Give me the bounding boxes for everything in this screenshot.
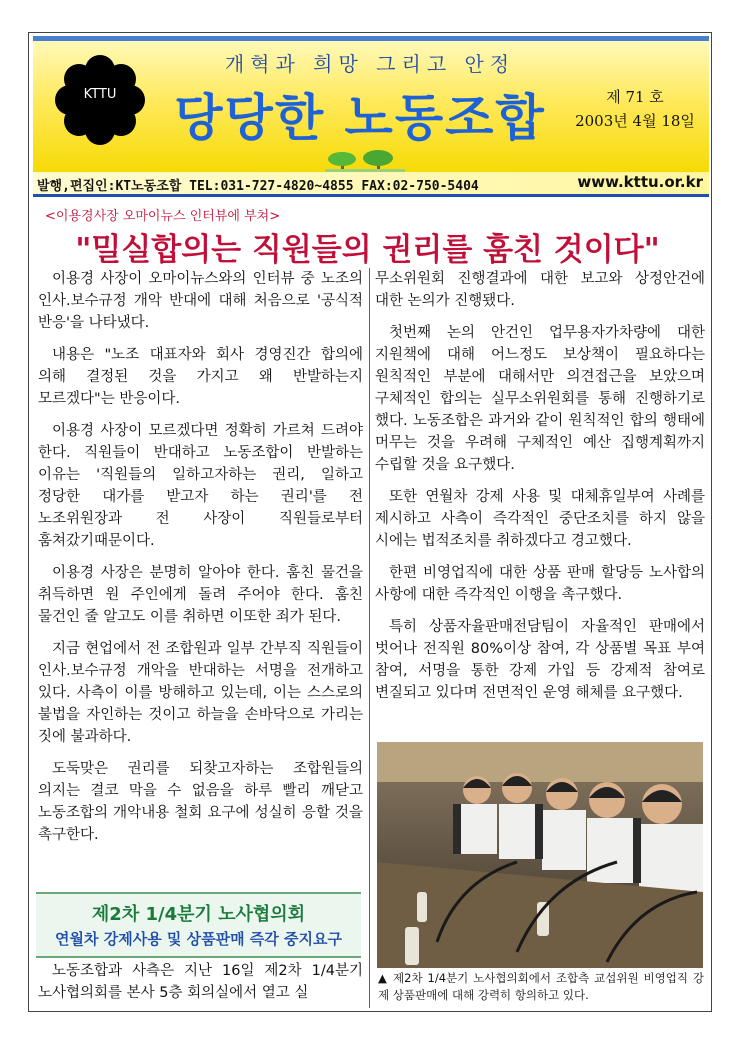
newspaper-title: 당당한 노동조합 [174,89,546,147]
paragraph: 노동조합과 사측은 지난 16일 제2차 1/4분기 노사협의회를 본사 5층 회의실에서 열고 실 [38,963,363,1001]
second-article-left-text [38,960,363,1014]
second-article-subtitle: 연월차 강제사용 및 상품판매 즉각 중지요구 [55,930,342,948]
paragraph: 특히 상품자율판매전담팀이 자율적인 판매에서 벗어나 전직원 80%이상 참여, 각 상품별 목표 부여 참여, 서명을 통한 강제 가입 등 강제적 참여로 변질되고 있다며 전면적인 운영 해체를 요구했다. [375,619,705,701]
publisher-bar [33,172,709,197]
right-column [375,268,705,714]
logo-text: KTTU [83,87,117,102]
paragraph: 이용경 사장이 모르겠다면 정확히 가르쳐 드려야 한다. 직원들이 반대하고 노동조합이 반발하는 이유는 '직원들의 일하고자하는 권리, 일하고 정당한 대가를 받고자 하는 권리'를 전 노조위원장과 전 사장이 직원들로부터 훔쳐갔기때문이다. [38,423,363,549]
second-article-header [36,892,361,958]
article-headline: "밀실합의는 직원들의 권리를 훔친 것이다" [75,232,660,268]
paragraph: 지금 현업에서 전 조합원과 일부 간부직 직원들이 인사.보수규정 개악을 반대하는 서명을 전개하고 있다. 사측이 이를 방해하고 있는데, 이는 스스로의 불법을 자인하는 것이고 하늘을 손바닥으로 가리는 짓에 불과하다. [38,641,363,745]
paragraph: 이용경 사장이 오마이뉴스와의 인터뷰 중 노조의 인사.보수규정 개악 반대에 대해 처음으로 '공식적 반응'을 나타냈다. [38,271,363,331]
slogan: 개혁과 희망 그리고 안정 [224,52,516,76]
publisher-info: 발행,편집인:KT노동조합 TEL:031-727-4820~4855 FAX:02-750-5404 [37,179,479,194]
issue-number: 제 71 호 [606,88,664,106]
paragraph: 도둑맞은 권리를 되찾고자하는 조합원들의 의지는 결코 막을 수 없음을 하루 빨리 깨닫고 노동조합의 개악내용 철회 요구에 성실히 응할 것을 촉구한다. [38,761,363,843]
article-kicker: <이용경사장 오마이뉴스 인터뷰에 부쳐> [45,209,281,224]
paragraph: 무소위원회 진행결과에 대한 보고와 상정안건에 대한 논의가 진행됐다. [375,271,705,309]
photo-caption: ▲ 제2차 1/4분기 노사협의회에서 조합측 교섭위원 비영업직 강제 상품판매에 대해 강력히 항의하고 있다. [378,971,704,1002]
kttu-logo [50,50,150,150]
trees-decoration-icon [325,148,405,172]
meeting-photo-image-icon [377,742,703,968]
paragraph: 이용경 사장은 분명히 알아야 한다. 훔친 물건을 취득하면 원 주인에게 돌려 주어야 한다. 훔친 물건인 줄 알고도 이를 취하면 이또한 죄가 된다. [38,565,363,625]
paragraph: 또한 연월차 강제 사용 및 대체휴일부여 사례를 제시하고 사측이 즉각적인 중단조치를 하지 않을 시에는 법적조치를 취하겠다고 경고했다. [375,489,705,549]
column-divider [369,268,370,1008]
meeting-photo [377,742,703,968]
second-article-title: 제2차 1/4분기 노사협의회 [91,904,306,925]
paragraph: 첫번째 논의 안건인 업무용자가차량에 대한 지원책에 대해 어느정도 보상책이 필요하다는 원칙적인 부분에 대해서만 의견접근을 보았으며 구체적인 합의는 실무소위원회를 통해 진행하기로 했다. 노동조합은 과거와 같이 원칙적인 합의 행태에 머무는 것을 우려해 구체적인 예산 집행계획까지 수립할 것을 요구했다. [375,325,705,473]
paragraph: 내용은 "노조 대표자와 회사 경영진간 합의에 의해 결정된 것을 가지고 왜 반발하는지 모르겠다"는 반응이다. [38,347,363,407]
left-column [38,268,363,856]
issue-date: 2003년 4월 18일 [575,112,695,130]
website-link[interactable]: www.kttu.or.kr [577,173,703,191]
paragraph: 한편 비영업직에 대한 상품 판매 할당등 노사합의 사항에 대한 즉각적인 이행을 촉구했다. [375,565,705,603]
